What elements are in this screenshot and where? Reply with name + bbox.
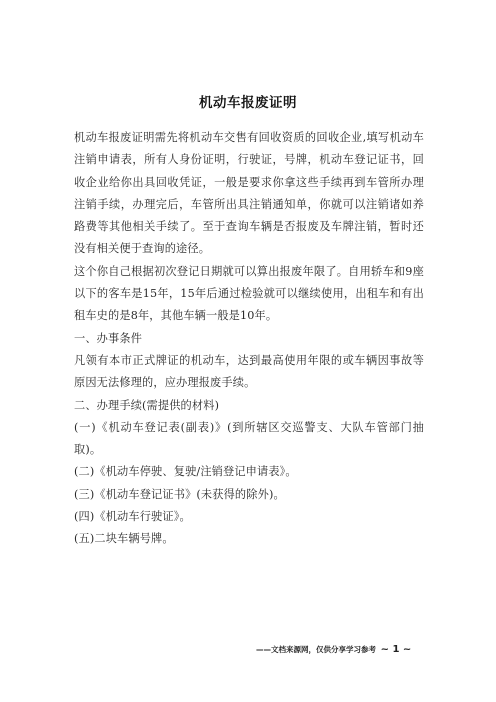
list-item-2: (二)《机动车停驶、复驶/注销登记申请表》。 — [74, 465, 297, 479]
page-footer — [256, 644, 411, 655]
page-number: ~ 1 ~ — [380, 644, 412, 655]
list-item-4: (四)《机动车行驶证》。 — [74, 510, 191, 524]
paragraph-conditions: 凡领有本市正式牌证的机动车，达到最高使用年限的或车辆因事故等原因无法修理的，应办理报废手续。 — [74, 353, 424, 390]
list-item-1: (一)《机动车登记表(副表)》(到所辖区交巡警支、大队车管部门抽取)。 — [74, 420, 424, 457]
document-body — [74, 127, 424, 551]
paragraph-scrap-years: 这个你自己根据初次登记日期就可以算出报废年限了。自用轿车和9座以下的客车是15年，15年后通过检验就可以继续使用，出租车和有出租车史的是8年，其他车辆一般是10年。 — [74, 264, 424, 323]
footer-source-text: ——文档来源网，仅供分享学习参考 — [256, 645, 376, 654]
section-heading-conditions: 一、办事条件 — [74, 331, 143, 345]
section-heading-procedures: 二、办理手续(需提供的材料) — [74, 398, 220, 412]
document-title: 机动车报废证明 — [199, 95, 297, 111]
list-item-5: (五)二块车辆号牌。 — [74, 532, 174, 546]
paragraph-intro: 机动车报废证明需先将机动车交售有回收资质的回收企业,填写机动车注销申请表，所有人身份证明，行驶证，号牌，机动车登记证书，回收企业给你出具回收凭证，一般是要求你拿这些手续再到车管所办理注销手续，办理完后，车管所出具注销通知单，你就可以注销诸如养路费等其他相关手续了。至于查询车辆是否报废及车牌注销，暂时还没有相关便于查询的途径。 — [74, 131, 424, 256]
list-item-3: (三)《机动车登记证书》(未获得的除外)。 — [74, 487, 285, 501]
